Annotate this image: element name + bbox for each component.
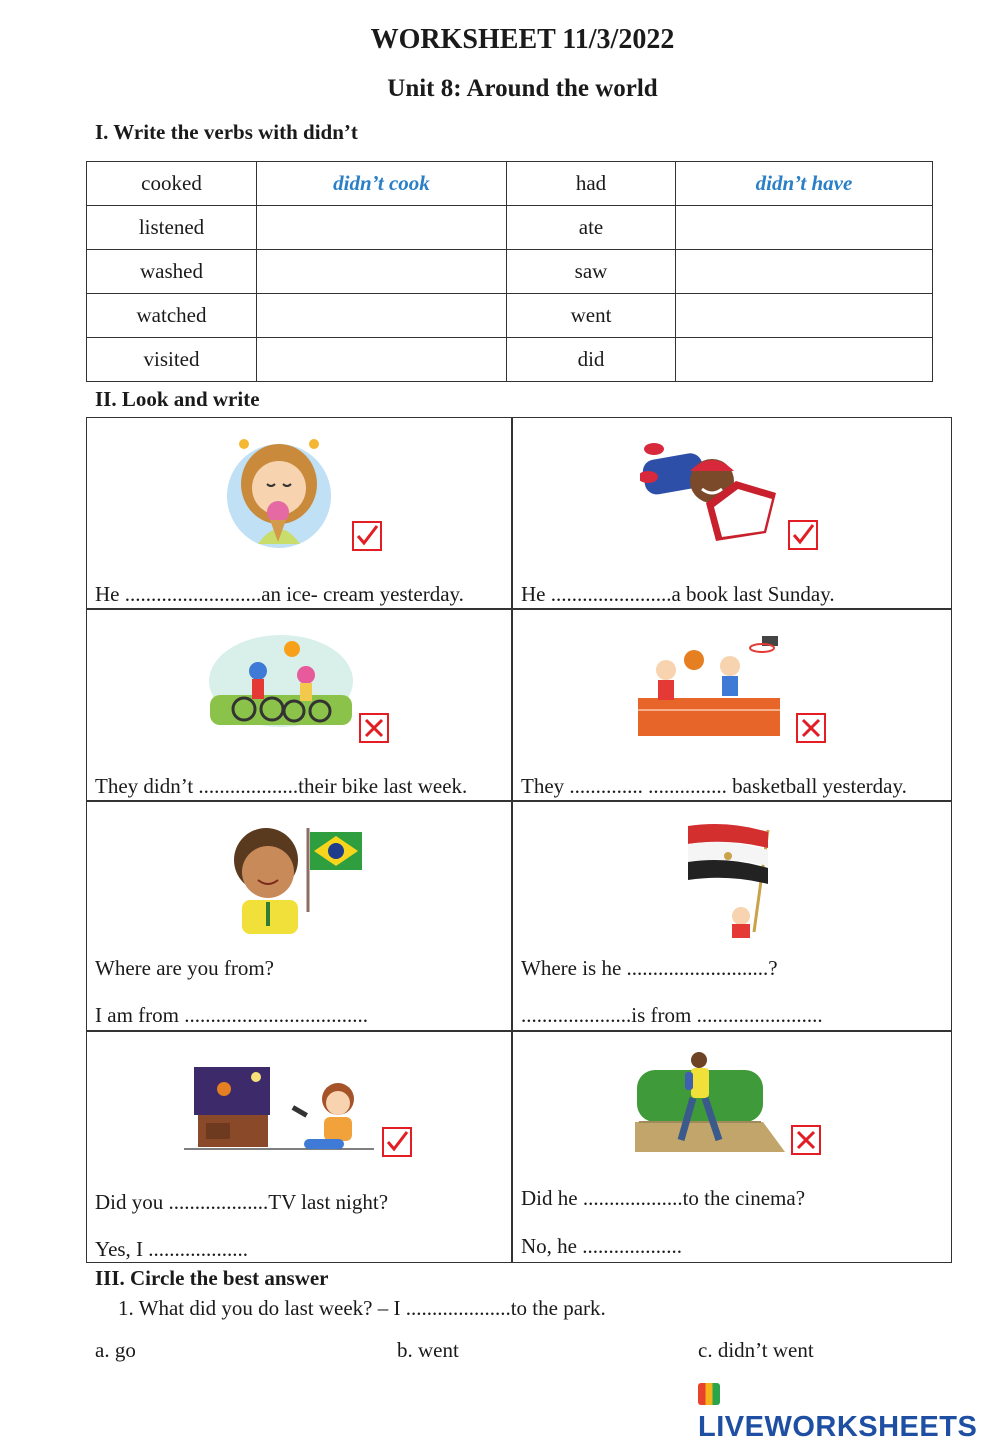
- boy-brazil-flag-picture: [228, 822, 366, 934]
- answer-cell[interactable]: [257, 250, 507, 294]
- table-row: [87, 206, 933, 250]
- option-c[interactable]: c. didn’t went: [698, 1338, 814, 1362]
- grid-divider: [86, 608, 952, 610]
- grid-divider: [511, 417, 513, 1263]
- cell-sentence: They .............. ............... basketball yesterday.: [521, 774, 907, 798]
- cell-question: Did he ...................to the cinema?: [521, 1186, 806, 1210]
- verbs-table: [86, 161, 933, 382]
- grid-divider: [86, 800, 952, 802]
- brand-name: LIVEWORKSHEETS: [698, 1411, 978, 1443]
- table-row: [87, 294, 933, 338]
- grid-divider: [86, 1030, 952, 1032]
- table-row: [87, 338, 933, 382]
- kids-riding-bikes-picture: [206, 633, 356, 731]
- boy-walking-picture: [635, 1048, 787, 1154]
- cell-question: Where are you from?: [95, 956, 274, 980]
- cross-mark-icon: [796, 713, 826, 743]
- answer-cell[interactable]: didn’t have: [676, 162, 933, 206]
- check-mark-icon: [382, 1127, 412, 1157]
- verb-cell: listened: [87, 206, 257, 250]
- table-row: [87, 250, 933, 294]
- answer-cell[interactable]: [257, 206, 507, 250]
- logo-mark-icon: [698, 1383, 720, 1405]
- cell-answer: Yes, I ...................: [95, 1237, 249, 1261]
- verb-cell: visited: [87, 338, 257, 382]
- table-row: [87, 162, 933, 206]
- cell-sentence: He .......................a book last Sunday.: [521, 582, 835, 606]
- worksheet-title: WORKSHEET 11/3/2022: [370, 24, 675, 55]
- answer-cell[interactable]: didn’t cook: [257, 162, 507, 206]
- answer-cell[interactable]: [676, 294, 933, 338]
- boy-reading-picture: [640, 437, 785, 552]
- girl-watching-tv-picture: [184, 1065, 374, 1155]
- boy-egypt-flag-picture: [684, 820, 778, 938]
- cell-question: Where is he ...........................?: [521, 956, 778, 980]
- cell-sentence: He ..........................an ice- cream yesterday.: [95, 582, 464, 606]
- answer-cell[interactable]: [257, 294, 507, 338]
- cell-answer: .....................is from ........................: [521, 1003, 823, 1027]
- cross-mark-icon: [359, 713, 389, 743]
- answer-cell[interactable]: [676, 206, 933, 250]
- cell-answer: I am from ...................................: [95, 1003, 368, 1027]
- liveworksheets-logo: [698, 1378, 1000, 1444]
- question-1: 1. What did you do last week? – I ....................to the park.: [118, 1296, 606, 1320]
- cross-mark-icon: [791, 1125, 821, 1155]
- verb-cell: saw: [507, 250, 676, 294]
- verb-cell: watched: [87, 294, 257, 338]
- section3-heading: III. Circle the best answer: [95, 1266, 329, 1290]
- kids-basketball-picture: [636, 630, 782, 738]
- section2-heading: II. Look and write: [95, 387, 260, 411]
- option-b[interactable]: b. went: [397, 1338, 459, 1362]
- verb-cell: cooked: [87, 162, 257, 206]
- section1-heading: I. Write the verbs with didn’t: [95, 120, 358, 144]
- verb-cell: had: [507, 162, 676, 206]
- option-a[interactable]: a. go: [95, 1338, 136, 1362]
- verb-cell: ate: [507, 206, 676, 250]
- answer-cell[interactable]: [676, 338, 933, 382]
- check-mark-icon: [788, 520, 818, 550]
- verb-cell: washed: [87, 250, 257, 294]
- check-mark-icon: [352, 521, 382, 551]
- answer-cell[interactable]: [257, 338, 507, 382]
- cell-answer: No, he ...................: [521, 1234, 682, 1258]
- verb-cell: did: [507, 338, 676, 382]
- cell-question: Did you ...................TV last night?: [95, 1190, 389, 1214]
- cell-sentence: They didn’t ...................their bike last week.: [95, 774, 468, 798]
- verb-cell: went: [507, 294, 676, 338]
- girl-ice-cream-picture: [222, 432, 337, 552]
- answer-cell[interactable]: [676, 250, 933, 294]
- unit-title: Unit 8: Around the world: [387, 75, 658, 102]
